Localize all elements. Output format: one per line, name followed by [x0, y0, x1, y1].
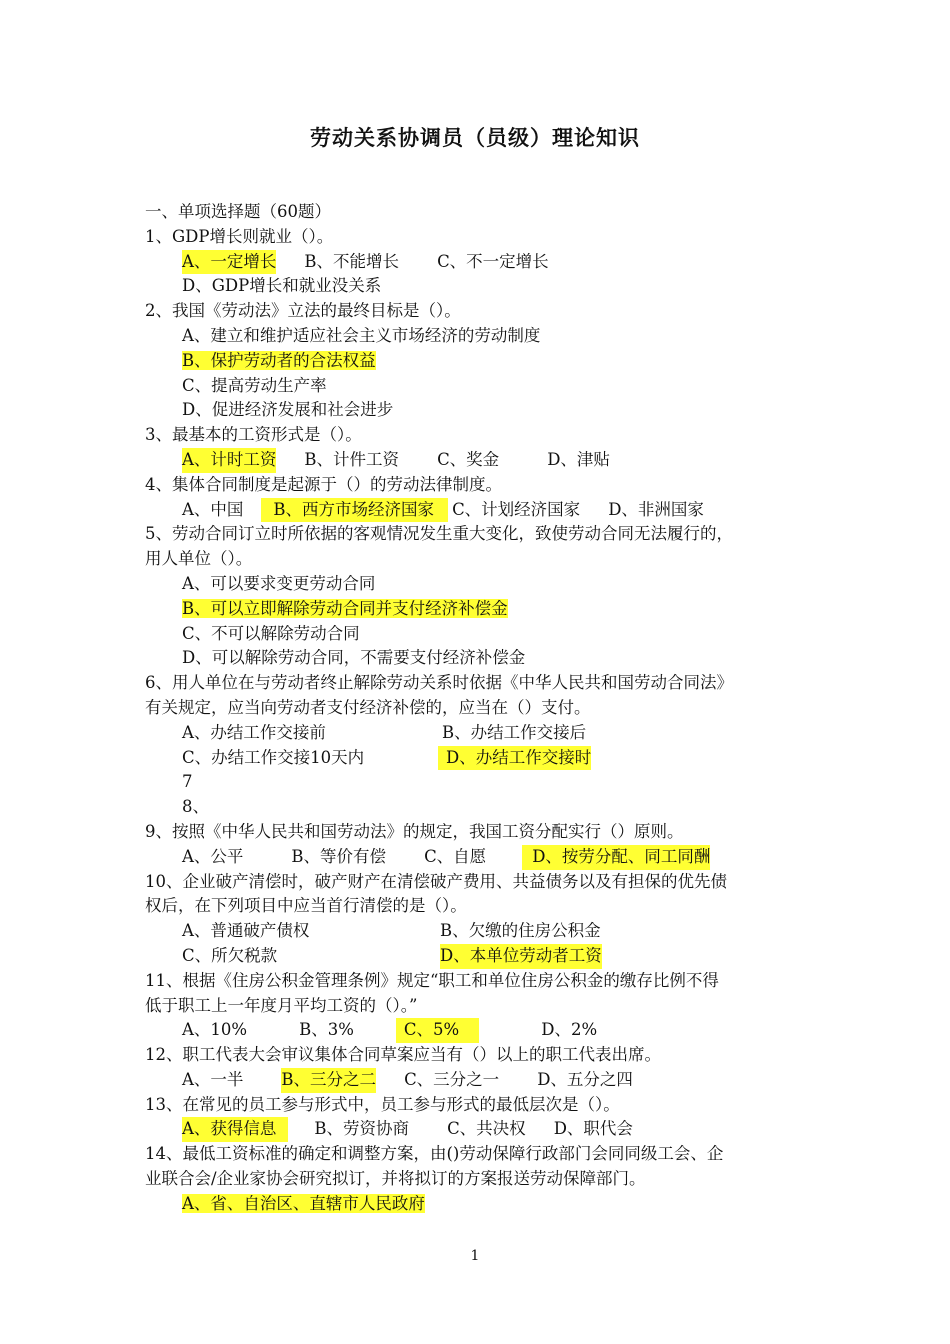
option-d: D、促进经济发展和社会进步 [182, 400, 394, 420]
question-4-options [145, 498, 815, 523]
question-9-stem: 9、按照《中华人民共和国劳动法》的规定，我国工资分配实行（）原则。 [145, 821, 684, 841]
question-6-options-row-2 [145, 746, 815, 771]
question-4-stem: 4、集体合同制度是起源于（）的劳动法律制度。 [145, 474, 502, 494]
option-c: C、所欠税款 [182, 945, 278, 965]
option-b: B、等价有偿 [291, 846, 387, 866]
option-b: B、办结工作交接后 [442, 722, 587, 742]
option-b-wrapper [145, 597, 815, 622]
option-c: C、5% [396, 1018, 479, 1043]
option-b: B、不能增长 [304, 251, 400, 271]
option-c: C、奖金 [437, 449, 500, 469]
question-12-options [145, 1068, 815, 1093]
option-b: B、可以立即解除劳动合同并支付经济补偿金 [182, 598, 508, 618]
question-5-stem-line-1: 5、劳动合同订立时所依据的客观情况发生重大变化，致使劳动合同无法履行的， [145, 524, 733, 544]
option-d: D、可以解除劳动合同，不需要支付经济补偿金 [182, 648, 526, 668]
option-c: C、计划经济国家 [452, 499, 581, 519]
option-c: C、不可以解除劳动合同 [182, 623, 360, 643]
option-a: A、办结工作交接前 [182, 722, 326, 742]
page-number: 1 [470, 1248, 480, 1264]
option-b: B、劳资协商 [314, 1119, 410, 1139]
question-14-stem-line-1: 14、最低工资标准的确定和调整方案，由()劳动保障行政部门会同同级工会、企 [145, 1144, 724, 1164]
question-8-stem: 8、 [182, 797, 209, 817]
question-3-options [145, 448, 815, 473]
document-title: 劳动关系协调员（员级）理论知识 [310, 125, 640, 150]
option-d: D、2% [541, 1020, 598, 1040]
option-d: D、非洲国家 [608, 499, 704, 519]
question-12-stem: 12、职工代表大会审议集体合同草案应当有（）以上的职工代表出席。 [145, 1045, 661, 1065]
option-d: D、津贴 [547, 449, 610, 469]
option-d: D、五分之四 [537, 1069, 633, 1089]
question-11-stem-line-2: 低于职工上一年度月平均工资的（）。” [145, 995, 418, 1015]
option-a: A、一定增长 [182, 250, 276, 275]
option-c: C、提高劳动生产率 [182, 375, 327, 395]
question-list [145, 200, 815, 1217]
option-a: A、一半 [182, 1069, 244, 1089]
option-a: A、获得信息 [182, 1117, 288, 1142]
question-6-stem-line-1: 6、用人单位在与劳动者终止解除劳动关系时依据《中华人民共和国劳动合同法》 [145, 673, 733, 693]
option-a: A、10% [182, 1020, 248, 1040]
option-a-wrapper [145, 1192, 815, 1217]
option-b: B、计件工资 [304, 449, 400, 469]
question-10-stem-line-1: 10、企业破产清偿时，破产财产在清偿破产费用、共益债务以及有担保的优先债 [145, 871, 727, 891]
question-1-stem: 1、GDP增长则就业（）。 [145, 226, 334, 246]
question-11-stem-line-1: 11、根据《住房公积金管理条例》规定“职工和单位住房公积金的缴存比例不得 [145, 970, 719, 990]
option-a: A、普通破产债权 [182, 921, 310, 941]
option-c: C、不一定增长 [437, 251, 549, 271]
option-b: B、3% [299, 1020, 354, 1040]
option-b: B、三分之二 [281, 1068, 376, 1093]
question-6-options-row-1 [145, 721, 815, 746]
question-7-stem: 7 [182, 772, 193, 792]
section-heading: 一、单项选择题（60题） [145, 202, 331, 221]
question-10-stem-line-2: 权后，在下列项目中应当首行清偿的是（）。 [145, 896, 467, 916]
option-d: D、按劳分配、同工同酬 [522, 845, 710, 870]
option-a: A、公平 [182, 846, 244, 866]
option-a: A、建立和维护适应社会主义市场经济的劳动制度 [182, 325, 541, 345]
question-10-options-row-1 [145, 919, 815, 944]
question-2-stem: 2、我国《劳动法》立法的最终目标是（）。 [145, 301, 461, 321]
option-d: D、职代会 [553, 1119, 633, 1139]
option-d: D、本单位劳动者工资 [440, 944, 602, 969]
option-b: B、保护劳动者的合法权益 [182, 350, 376, 370]
option-a: A、可以要求变更劳动合同 [182, 573, 376, 593]
option-a: A、中国 [182, 499, 244, 519]
question-3-stem: 3、最基本的工资形式是（）。 [145, 425, 362, 445]
option-a: A、省、自治区、直辖市人民政府 [182, 1193, 425, 1213]
option-b: B、西方市场经济国家 [261, 498, 448, 523]
option-a: A、计时工资 [182, 448, 276, 473]
option-d: D、GDP增长和就业没关系 [182, 276, 382, 296]
question-9-options [145, 845, 815, 870]
option-d: D、办结工作交接时 [438, 746, 591, 771]
question-14-stem-line-2: 业联合会/企业家协会研究拟订，并将拟订的方案报送劳动保障部门。 [145, 1169, 646, 1189]
option-c: C、办结工作交接10天内 [182, 747, 365, 767]
question-13-options [145, 1117, 815, 1142]
option-c: C、自愿 [424, 846, 487, 866]
option-c: C、三分之一 [404, 1069, 500, 1089]
question-11-options [145, 1018, 815, 1043]
question-13-stem: 13、在常见的员工参与形式中，员工参与形式的最低层次是（）。 [145, 1094, 620, 1114]
question-6-stem-line-2: 有关规定，应当向劳动者支付经济补偿的，应当在（）支付。 [145, 697, 591, 717]
question-1-options [145, 250, 815, 275]
question-5-stem-line-2: 用人单位（）。 [145, 549, 253, 569]
option-b: B、欠缴的住房公积金 [440, 921, 601, 941]
option-c: C、共决权 [447, 1119, 526, 1139]
option-b-wrapper [145, 349, 815, 374]
question-10-options-row-2 [145, 944, 815, 969]
